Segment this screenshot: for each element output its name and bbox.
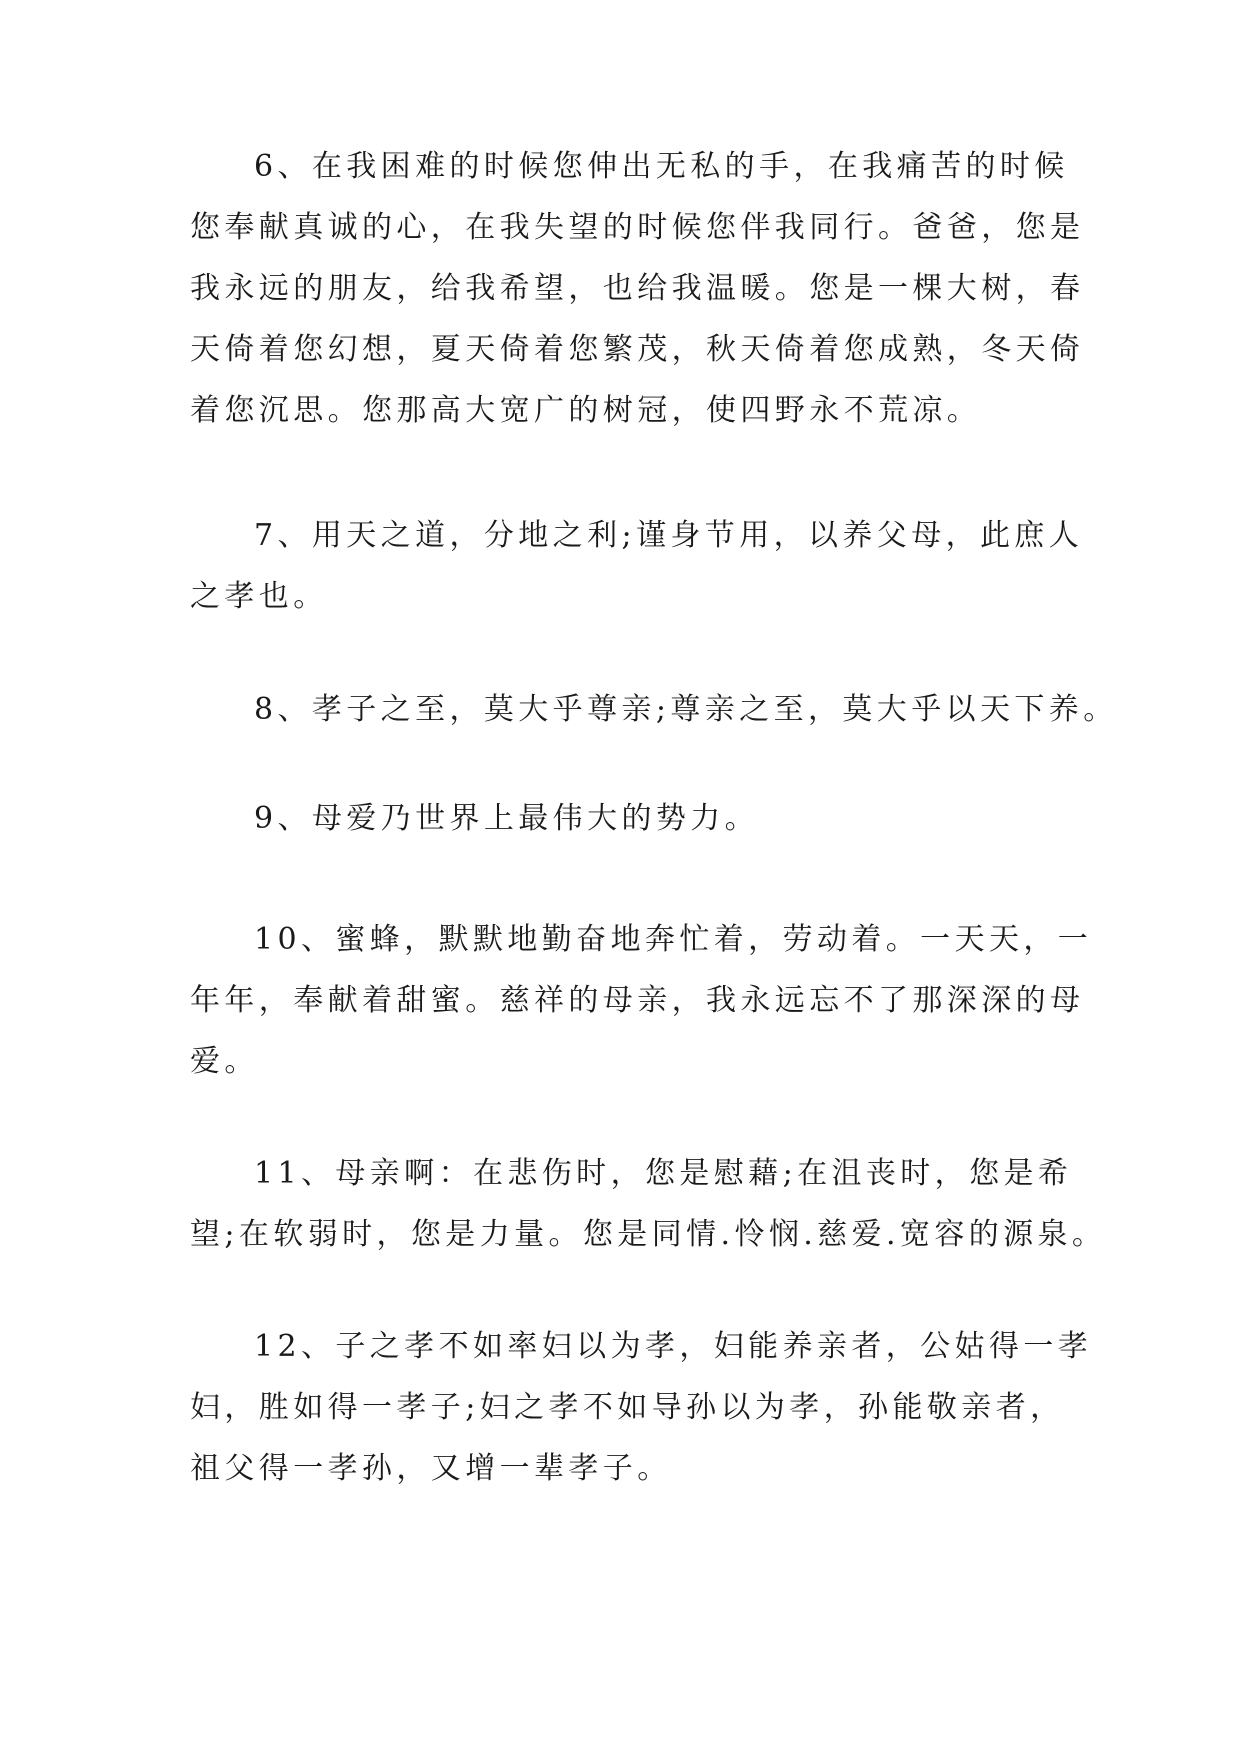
paragraph-12 xyxy=(190,1316,1093,1499)
text-line: 祖父得一孝孙，又增一辈孝子。 xyxy=(190,1451,672,1486)
paragraph-8 xyxy=(190,679,1118,740)
text-line: 我永远的朋友，给我希望，也给我温暖。您是一棵大树，春 xyxy=(190,271,1085,306)
text-line: 12、子之孝不如率妇以为孝，妇能养亲者，公姑得一孝 xyxy=(254,1329,1093,1364)
text-line: 您奉献真诚的心，在我失望的时候您伴我同行。爸爸，您是 xyxy=(190,210,1085,245)
text-line: 天倚着您幻想，夏天倚着您繁茂，秋天倚着您成熟，冬天倚 xyxy=(190,332,1085,367)
text-line: 7、用天之道，分地之利;谨身节用，以养父母，此庶人 xyxy=(254,518,1084,553)
text-line: 妇，胜如得一孝子;妇之孝不如导孙以为孝，孙能敬亲者， xyxy=(190,1390,1065,1425)
text-line: 之孝也。 xyxy=(190,579,328,614)
text-line: 年年，奉献着甜蜜。慈祥的母亲，我永远忘不了那深深的母 xyxy=(190,983,1085,1018)
paragraph-6 xyxy=(190,136,1085,441)
paragraph-11 xyxy=(190,1143,1107,1265)
paragraph-10 xyxy=(190,909,1093,1092)
paragraph-7 xyxy=(190,505,1084,627)
text-line: 8、孝子之至，莫大乎尊亲;尊亲之至，莫大乎以天下养。 xyxy=(254,692,1118,727)
text-line: 望;在软弱时，您是力量。您是同情.怜悯.慈爱.宽容的源泉。 xyxy=(190,1217,1107,1252)
text-line: 爱。 xyxy=(190,1044,259,1079)
text-line: 10、蜜蜂，默默地勤奋地奔忙着，劳动着。一天天，一 xyxy=(254,922,1093,957)
text-line: 9、母爱乃世界上最伟大的势力。 xyxy=(254,801,760,836)
text-line: 11、母亲啊：在悲伤时，您是慰藉;在沮丧时，您是希 xyxy=(254,1156,1073,1191)
text-line: 着您沉思。您那高大宽广的树冠，使四野永不荒凉。 xyxy=(190,393,982,428)
paragraph-9 xyxy=(190,788,1060,849)
text-line: 6、在我困难的时候您伸出无私的手，在我痛苦的时候 xyxy=(254,149,1069,184)
